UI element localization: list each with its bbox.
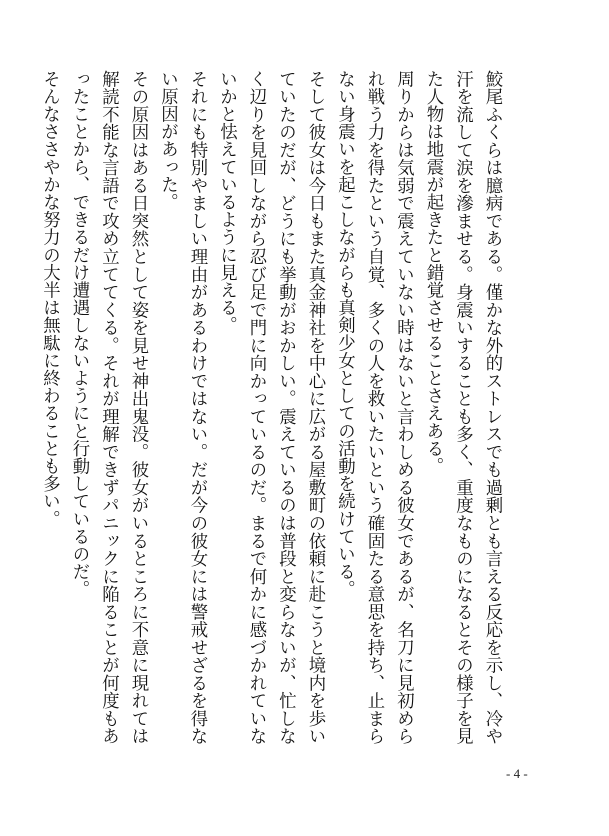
page-number: - 4 - (506, 766, 528, 781)
paragraph-6: そんなささやかな努力の大半は無駄に終わることも多い。 (39, 70, 60, 528)
paragraph-5: その原因はある日突然として姿を見せ神出鬼没。彼女がいるところに不意に現れては解読不能な言語で攻め立ててくる。それが理解できずパニックに陥ることが何度もあったことから、できるだけ遭遇しないようにと行動しているのだ。 (69, 70, 148, 745)
body-text (34, 70, 506, 745)
paragraph-4: それにも特別やましい理由があるわけではない。だが今の彼女には警戒せざるを得ない原因があった。 (157, 70, 207, 745)
paragraph-1: 鮫尾ふくらは臆病である。僅かな外的ストレスでも過剰とも言える反応を示し、冷や汗を流して涙を滲ませる。身震いすることも多く、重度なものになるとその様子を見た人物は地震が起きたと錯覚させることさえある。 (423, 70, 502, 745)
paragraph-2: 周りからは気弱で震えていない時はないと言わしめる彼女であるが、名刀に見初められ戦う力を得たという自覚、多くの人を救いたいという確固たる意思を持ち、止まらない身震いを起こしながらも真剣少女としての活動を続けている。 (334, 70, 414, 745)
paragraph-3: そして彼女は今日もまた真金神社を中心に広がる屋敷町の依頼に赴こうと境内を歩いていたのだが、どうにも挙動がおかしい。震えているのは普段と変らないが、忙しなく辺りを見回しながら忍び足で門に向かっているのだ。まるで何かに感づかれていないかと怯えているように見える。 (216, 70, 325, 745)
